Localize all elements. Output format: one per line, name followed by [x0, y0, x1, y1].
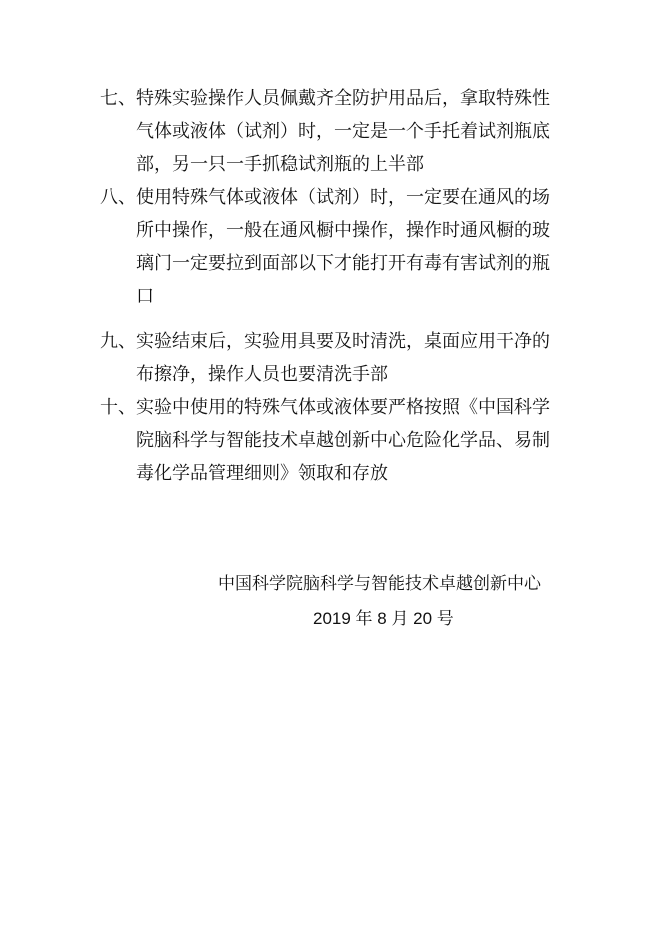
rule-text-line: 实验中使用的特殊气体或液体要严格按照《中国科学 — [136, 397, 550, 418]
rule-number: 九、 — [100, 331, 136, 352]
rule-item-10 — [100, 391, 560, 490]
signature-organization: 中国科学院脑科学与智能技术卓越创新中心 — [218, 574, 541, 594]
rule-item-9 — [100, 325, 560, 391]
signature-date: 2019 年 8 月 20 号 — [313, 609, 454, 628]
rule-text-line: 璃门一定要拉到面部以下才能打开有毒有害试剂的瓶 — [136, 253, 550, 274]
rule-text-line: 使用特殊气体或液体（试剂）时，一定要在通风的场 — [136, 187, 550, 208]
rule-number: 十、 — [100, 397, 136, 418]
rule-number: 七、 — [100, 88, 136, 109]
rule-text-line: 气体或液体（试剂）时，一定是一个手托着试剂瓶底 — [136, 121, 550, 142]
rule-item-7 — [100, 82, 560, 181]
rule-text-line: 布擦净，操作人员也要清洗手部 — [136, 364, 388, 385]
rule-number: 八、 — [100, 187, 136, 208]
rule-text-line: 实验结束后，实验用具要及时清洗，桌面应用干净的 — [136, 331, 550, 352]
rule-text-line: 特殊实验操作人员佩戴齐全防护用品后，拿取特殊性 — [136, 88, 550, 109]
rule-text-line: 所中操作，一般在通风橱中操作，操作时通风橱的玻 — [136, 220, 550, 241]
rule-text-line: 毒化学品管理细则》领取和存放 — [136, 463, 388, 484]
rule-text-line: 院脑科学与智能技术卓越创新中心危险化学品、易制 — [136, 430, 550, 451]
rule-text-line: 口 — [136, 286, 154, 307]
rule-item-8 — [100, 181, 560, 313]
rule-text-line: 部，另一只一手抓稳试剂瓶的上半部 — [136, 154, 424, 175]
